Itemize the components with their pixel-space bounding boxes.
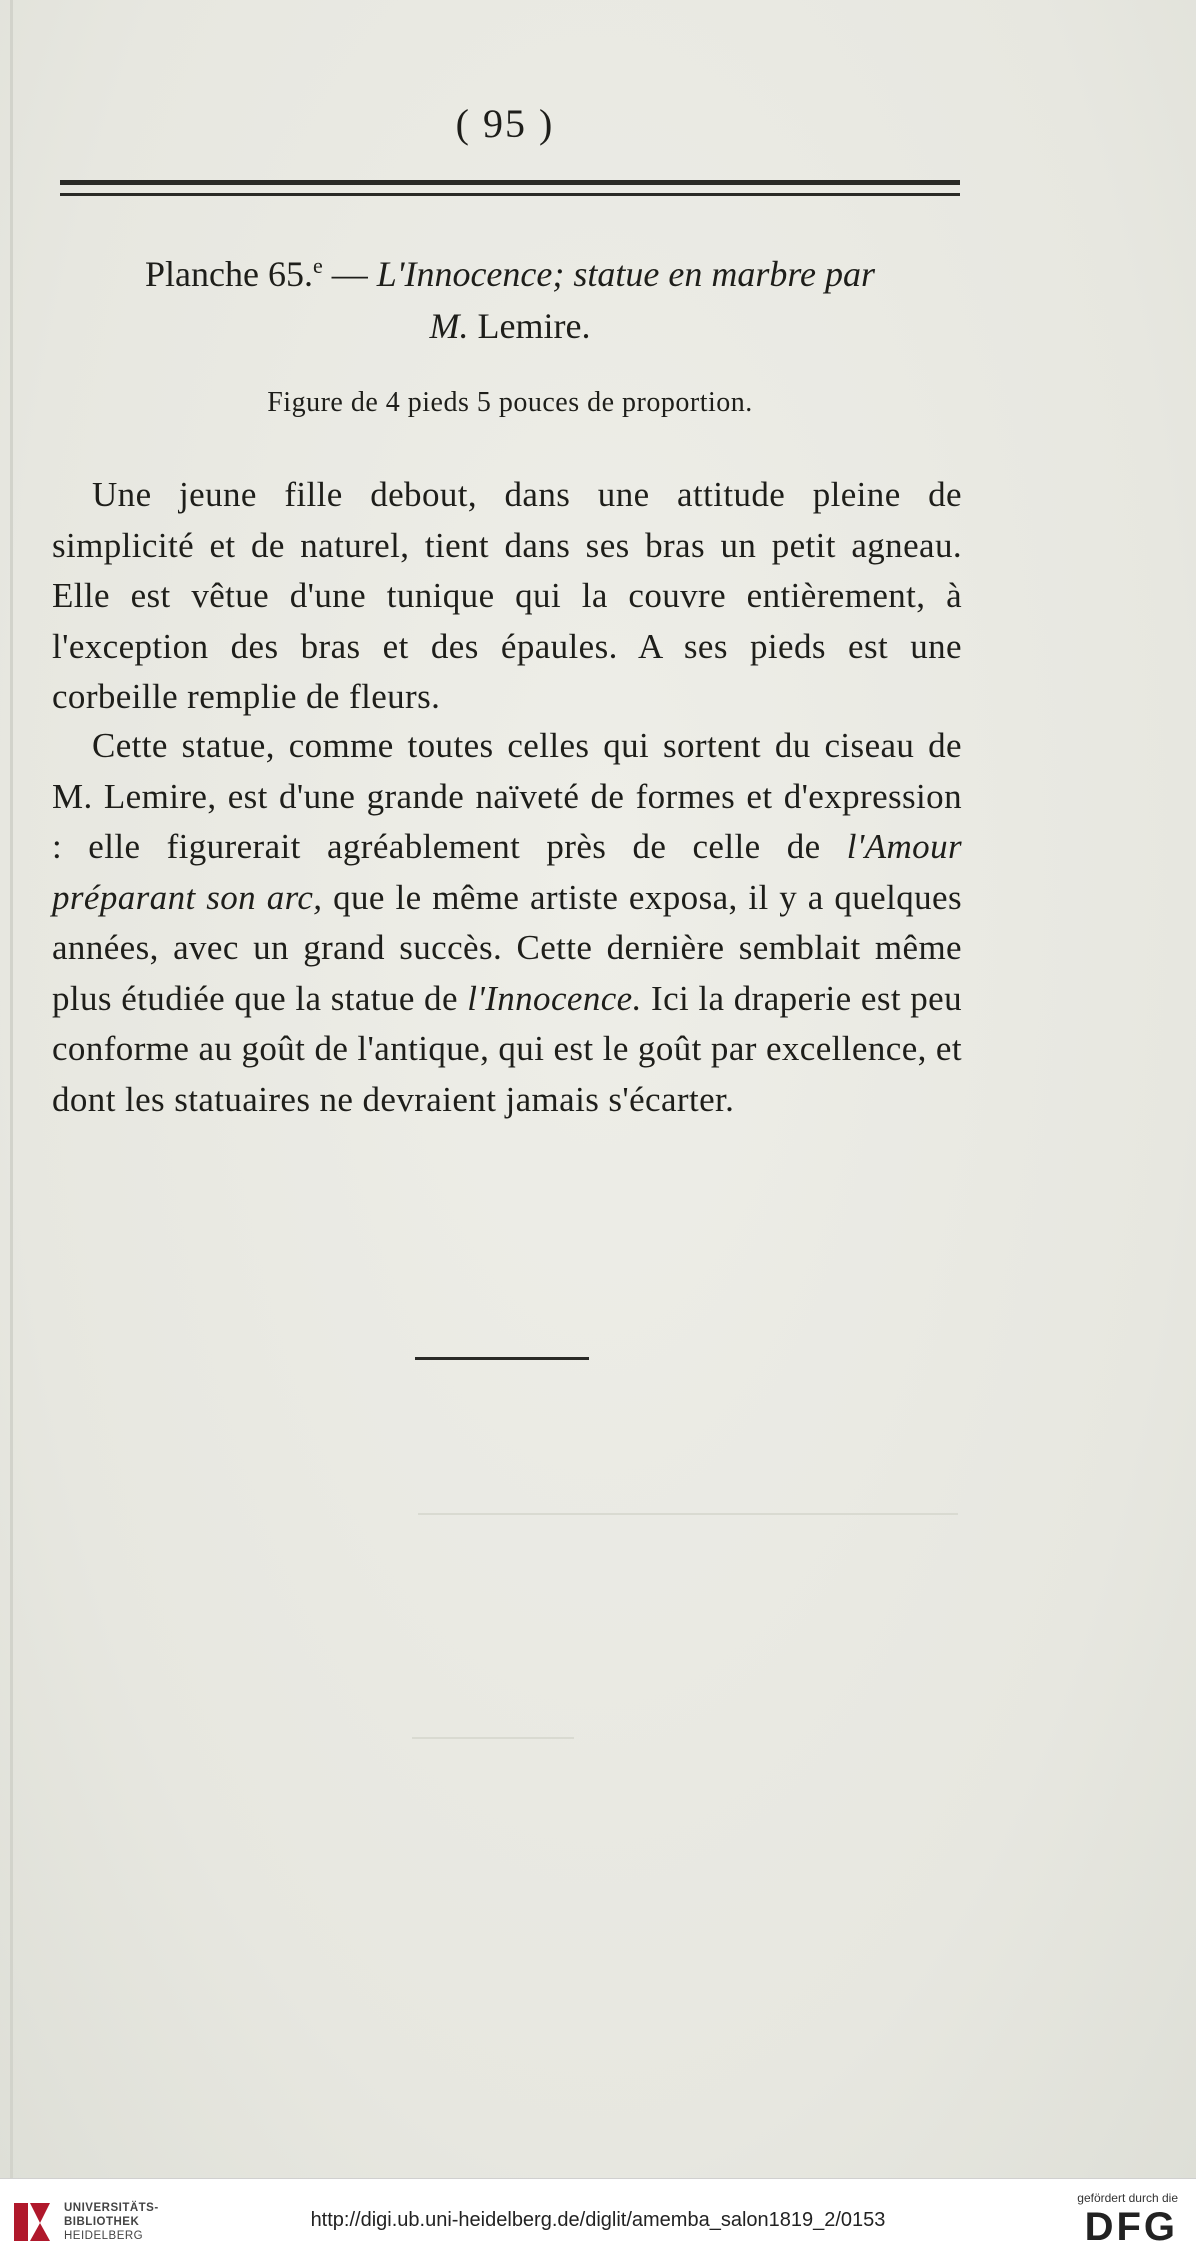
paragraph-2-text bbox=[52, 721, 962, 1125]
paragraph-description bbox=[52, 470, 962, 723]
bleed-through-rule-short bbox=[412, 1737, 574, 1739]
heading-dash: — bbox=[322, 254, 377, 294]
paragraph-2-part-2: que le même artiste exposa, il y a quelques années, avec un grand succès. Cette dernière semblait même plus étudiée que la statue de bbox=[52, 877, 962, 1018]
heading-superscript: e bbox=[312, 253, 323, 278]
figure-dimensions: Figure de 4 pieds 5 pouces de proportion. bbox=[267, 387, 753, 418]
library-name-line-1: UNIVERSITÄTS- bbox=[64, 2202, 159, 2214]
heading-title: L'Innocence; statue en marbre par bbox=[376, 254, 875, 294]
page-edge bbox=[10, 0, 13, 2178]
heading-plate-label: Planche 65. bbox=[145, 254, 313, 294]
funding-badge[interactable] bbox=[1077, 2191, 1178, 2249]
paragraph-2-italic-1: l'Amour préparant son arc, bbox=[52, 827, 962, 917]
library-name-line-2: BIBLIOTHEK bbox=[64, 2216, 140, 2228]
page-number: ( 95 ) bbox=[455, 101, 555, 146]
header-rule-thin bbox=[60, 193, 960, 196]
viewer-footer bbox=[0, 2178, 1196, 2263]
permalink-url[interactable]: http://digi.ub.uni-heidelberg.de/diglit/amemba_salon1819_2/0153 bbox=[310, 2209, 886, 2231]
paragraph-1-text: Une jeune fille debout, dans une attitude pleine de simplicité et de naturel, tient dans ses bras un petit agneau. Elle est vêtue d'une tunique qui la couvre entièrement, à l'exception des bras et des épaules. A ses pieds est une corbeille remplie de fleurs. bbox=[52, 475, 962, 716]
bleed-through-rule bbox=[418, 1513, 958, 1515]
dfg-logo: DFG bbox=[1084, 2205, 1178, 2249]
section-end-rule bbox=[415, 1357, 589, 1360]
heading-artist-prefix: M. bbox=[429, 306, 469, 346]
library-name-line-3: HEIDELBERG bbox=[64, 2230, 144, 2242]
paragraph-2-part-1: Cette statue, comme toutes celles qui sortent du ciseau de M. Lemire, est d'une grande naïveté de formes et d'expression : elle figurerait agréablement près de celle de bbox=[52, 726, 962, 866]
plate-heading bbox=[60, 240, 960, 352]
paragraph-2-italic-2: l'Innocence. bbox=[467, 978, 642, 1018]
paragraph-commentary bbox=[52, 721, 962, 1125]
heading-artist-name: Lemire. bbox=[468, 306, 591, 346]
header-rule-thick bbox=[60, 180, 960, 185]
funding-label: gefördert durch die bbox=[1077, 2191, 1178, 2205]
paragraph-2-part-3: Ici la draperie est peu conforme au goût de l'antique, qui est le goût par excellence, et dont les statuaires ne devraient jamais s'écarter. bbox=[52, 978, 963, 1119]
